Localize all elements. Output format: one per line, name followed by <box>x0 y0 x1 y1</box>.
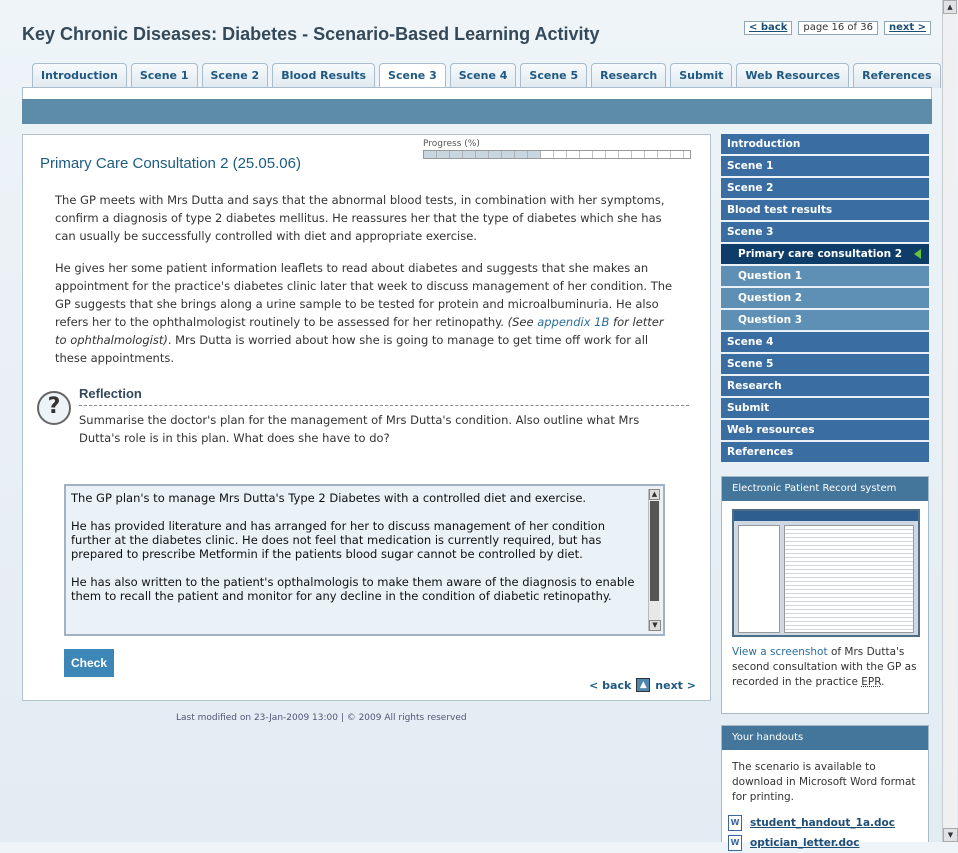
footer: Last modified on 23-Jan-2009 13:00 | © 2009 All rights reserved <box>176 713 467 723</box>
epr-screenshot-thumbnail[interactable] <box>732 509 920 637</box>
tab-band-top <box>22 87 932 99</box>
sidebar-item-scene-2[interactable]: Scene 2 <box>721 178 929 198</box>
handouts-panel <box>721 725 929 849</box>
pager-next-link[interactable]: next > <box>884 21 931 35</box>
pager-back-link[interactable]: < back <box>744 21 792 35</box>
bottom-next-link[interactable]: next > <box>655 678 696 692</box>
section-title: Primary Care Consultation 2 (25.05.06) <box>40 155 301 172</box>
epr-end: . <box>881 676 885 688</box>
tab-submit[interactable]: Submit <box>670 63 732 88</box>
scenario-paragraph-2 <box>55 259 675 367</box>
page-count: page 16 of 36 <box>798 21 878 35</box>
question-bubble-icon: ? <box>37 391 71 425</box>
sidebar-item-web-resources[interactable]: Web resources <box>721 420 929 440</box>
paragraph-text-end: . Mrs Dutta is worried about how she is going to manage to get time off work for all these appointments. <box>55 333 649 365</box>
word-doc-icon: W <box>728 835 742 851</box>
tab-scene-3[interactable]: Scene 3 <box>379 63 446 89</box>
sidebar-item-scene-4[interactable]: Scene 4 <box>721 332 929 352</box>
sidebar-item-question-3[interactable]: Question 3 <box>721 310 929 330</box>
answer-paragraph-1: The GP plan's to manage Mrs Dutta's Type 2 Diabetes with a controlled diet and exercise. <box>71 491 587 505</box>
window-scroll-up-icon[interactable]: ▲ <box>943 0 957 14</box>
thumbnail-titlebar <box>734 511 918 521</box>
scroll-thumb[interactable] <box>650 501 659 601</box>
window-scrollbar[interactable] <box>942 0 957 842</box>
word-doc-icon: W <box>728 815 742 831</box>
answer-paragraph-3: He has also written to the patient's opthalmologis to make them aware of the diagnosis to enable them to recall the patient and monitor for any decline in the condition of diabetic retinopathy. <box>71 575 635 603</box>
sidebar-item-question-1[interactable]: Question 1 <box>721 266 929 286</box>
progress-meter <box>423 139 691 159</box>
sidebar-item-scene-3[interactable]: Scene 3 <box>721 222 929 242</box>
handout-link[interactable]: student_handout_1a.doc <box>750 817 895 829</box>
tab-blood-results[interactable]: Blood Results <box>272 63 375 88</box>
handouts-description: The scenario is available to download in Microsoft Word format for printing. <box>732 761 916 803</box>
pager <box>744 21 931 35</box>
appendix-link[interactable]: appendix 1B <box>537 315 610 329</box>
answer-scrollbar[interactable] <box>648 489 660 631</box>
handout-doc-row[interactable] <box>722 833 928 853</box>
progress-ticks <box>424 151 690 158</box>
thumbnail-right-pane <box>784 525 914 633</box>
tab-references[interactable]: References <box>853 63 940 88</box>
epr-description <box>722 645 928 696</box>
reflection-divider <box>79 405 689 406</box>
handout-doc-row[interactable] <box>722 813 928 833</box>
paragraph-text: He gives her some patient information leaflets to read about diabetes and suggests that she makes an appointment for the practice's diabetes clinic later that week to discuss management of her condition. The GP suggests that she brings along a urine sample to be tested for protein and microalbuminuria. He also refers her to the ophthalmologist routinely to be assessed for her retinopathy. <box>55 261 673 329</box>
epr-text: of Mrs Dutta's second consultation with the GP as recorded in the practice <box>732 646 917 688</box>
window-scroll-down-icon[interactable]: ▼ <box>943 828 958 842</box>
scroll-up-icon[interactable]: ▲ <box>649 489 660 500</box>
check-button[interactable]: Check <box>64 649 114 677</box>
scroll-down-icon[interactable]: ▼ <box>649 620 661 631</box>
tab-introduction[interactable]: Introduction <box>32 63 127 88</box>
page-top-icon[interactable]: ▲ <box>636 678 650 692</box>
bottom-nav <box>589 678 696 692</box>
sidebar-item-introduction[interactable]: Introduction <box>721 134 929 154</box>
epr-panel-heading: Electronic Patient Record system <box>722 477 928 501</box>
reflection-prompt: Summarise the doctor's plan for the management of Mrs Dutta's condition. Also outline what Mrs Dutta's role is in this plan. What does she have to do? <box>79 413 640 445</box>
epr-abbr: EPR <box>861 676 882 688</box>
reflection-title: Reflection <box>79 386 142 401</box>
sidebar-item-research[interactable]: Research <box>721 376 929 396</box>
progress-label: Progress (%) <box>423 139 480 149</box>
bottom-back-link[interactable]: < back <box>589 678 632 692</box>
page-title: Key Chronic Diseases: Diabetes - Scenario-Based Learning Activity <box>22 24 600 44</box>
view-screenshot-link[interactable]: View a screenshot <box>732 646 828 658</box>
main-content <box>22 134 711 701</box>
handouts-heading: Your handouts <box>722 726 928 750</box>
sidebar-item-question-2[interactable]: Question 2 <box>721 288 929 308</box>
sidebar-item-references[interactable]: References <box>721 442 929 462</box>
sidebar-item-primary-care-consultation-2[interactable]: Primary care consultation 2 <box>721 244 929 264</box>
tab-scene-5[interactable]: Scene 5 <box>520 63 587 88</box>
scenario-paragraph-1: The GP meets with Mrs Dutta and says that the abnormal blood tests, in combination with her symptoms, confirm a diagnosis of type 2 diabetes mellitus. He reassures her that the type of diabetes which she has can usually be successfully controlled with diet and appropriate exercise. <box>55 193 665 243</box>
see-suffix: for letter to ophthalmologist) <box>55 315 664 347</box>
epr-panel <box>721 476 929 714</box>
answer-textarea[interactable] <box>64 484 665 636</box>
sidebar-item-scene-1[interactable]: Scene 1 <box>721 156 929 176</box>
sidebar-item-submit[interactable]: Submit <box>721 398 929 418</box>
tab-scene-2[interactable]: Scene 2 <box>202 63 269 88</box>
tab-research[interactable]: Research <box>591 63 666 88</box>
header-band <box>22 99 932 124</box>
see-prefix: (See <box>507 315 538 329</box>
tab-scene-1[interactable]: Scene 1 <box>131 63 198 88</box>
handout-link[interactable]: optician_letter.doc <box>750 837 860 849</box>
thumbnail-left-pane <box>738 525 780 633</box>
answer-paragraph-2: He has provided literature and has arranged for her to discuss management of her condition further at the diabetes clinic. He does not feel that medication is currently required, but has prepared to prescribe Metformin if the patients blood sugar cannot be controlled by diet. <box>71 519 605 561</box>
tab-bar <box>32 63 941 89</box>
sidebar-item-scene-5[interactable]: Scene 5 <box>721 354 929 374</box>
side-navigation <box>721 134 929 464</box>
tab-web-resources[interactable]: Web Resources <box>736 63 849 88</box>
progress-track <box>423 150 691 159</box>
sidebar-item-blood-test-results[interactable]: Blood test results <box>721 200 929 220</box>
tab-scene-4[interactable]: Scene 4 <box>450 63 517 88</box>
